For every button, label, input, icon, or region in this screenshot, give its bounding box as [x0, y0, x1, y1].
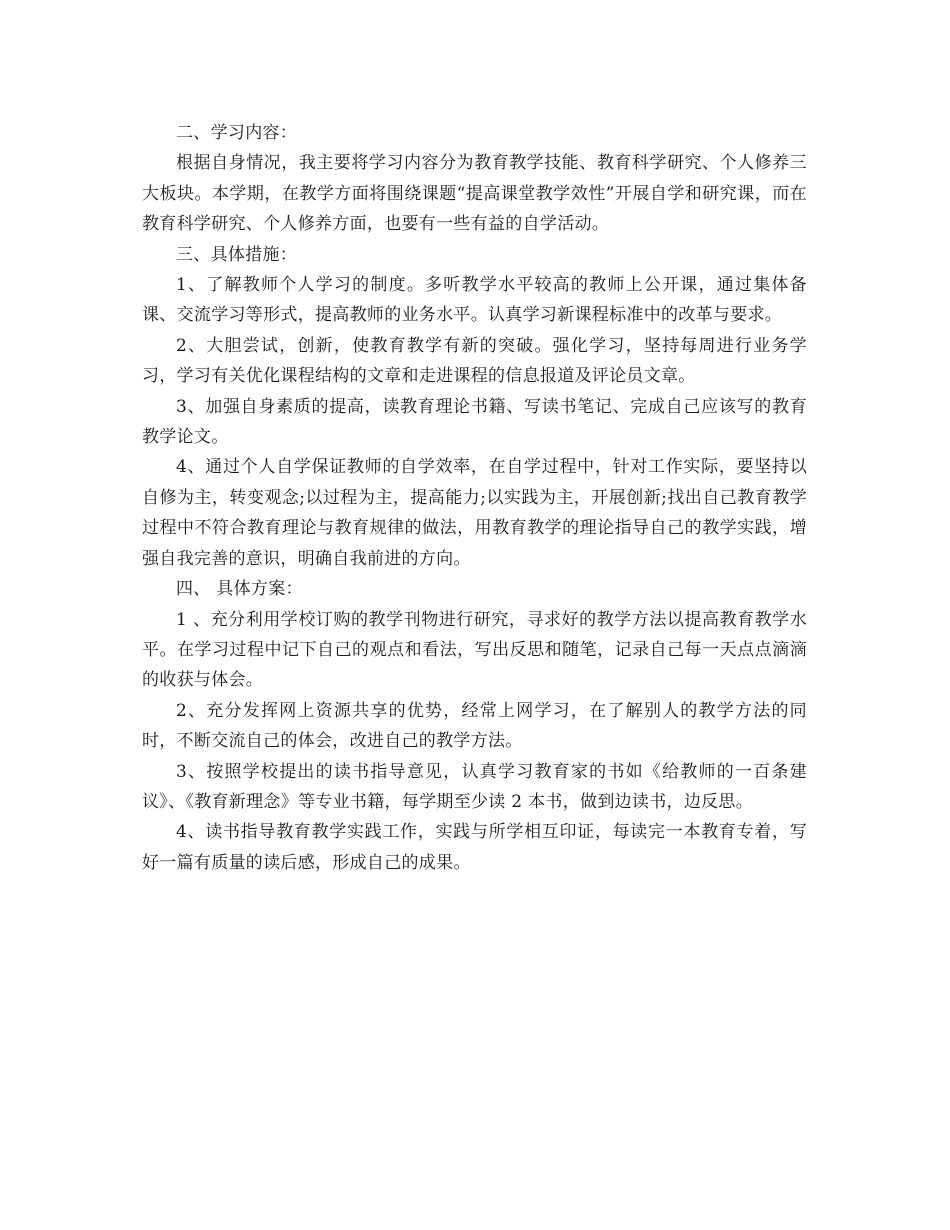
paragraph-study-content: 根据自身情况，我主要将学习内容分为教育教学技能、教育科学研究、个人修养三大板块。本学期，在教学方面将围绕课题“提高课堂教学效性”开展自学和研究课，而在教育科学研究、个人修养方面，也要有一些有益的自学活动。	[142, 153, 807, 235]
paragraph-measure-2: 2、大胆尝试，创新，使教育教学有新的突破。强化学习，坚持每周进行业务学习，学习有关优化课程结构的文章和走进课程的信息报道及评论员文章。	[142, 335, 807, 387]
paragraph-plan-2: 2、充分发挥网上资源共享的优势，经常上网学习，在了解别人的教学方法的同时，不断交流自己的体会，改进自己的教学方法。	[142, 700, 807, 752]
paragraph-plan-4: 4、读书指导教育教学实践工作，实践与所学相互印证，每读完一本教育专着，写好一篇有质量的读后感，形成自己的成果。	[142, 822, 807, 873]
paragraph-plan-1: 1 、充分利用学校订购的教学刊物进行研究，寻求好的教学方法以提高教育教学水平。在学习过程中记下自己的观点和看法，写出反思和随笔，记录自己每一天点点滴滴的收获与体会。	[142, 609, 807, 691]
section-heading-study-content: 二、学习内容：	[176, 123, 298, 143]
section-heading-measures: 三、具体措施：	[176, 244, 298, 265]
document-body	[142, 118, 807, 878]
paragraph-measure-3: 3、加强自身素质的提高，读教育理论书籍、写读书笔记、完成自己应该写的教育教学论文。	[142, 396, 807, 448]
paragraph-measure-4: 4、通过个人自学保证教师的自学效率，在自学过程中，针对工作实际，要坚持以自修为主，转变观念;以过程为主，提高能力;以实践为主，开展创新;找出自己教育教学过程中不符合教育理论与教育规律的做法，用教育教学的理论指导自己的教学实践，增强自我完善的意识，明确自我前进的方向。	[142, 457, 807, 569]
paragraph-measure-1: 1、了解教师个人学习的制度。多听教学水平较高的教师上公开课，通过集体备课、交流学习等形式，提高教师的业务水平。认真学习新课程标准中的改革与要求。	[142, 275, 807, 326]
paragraph-plan-3: 3、按照学校提出的读书指导意见，认真学习教育家的书如《给教师的一百条建议》、《教育新理念》等专业书籍，每学期至少读 2 本书，做到边读书，边反思。	[142, 761, 807, 812]
section-heading-plan: 四、 具体方案：	[176, 579, 303, 600]
